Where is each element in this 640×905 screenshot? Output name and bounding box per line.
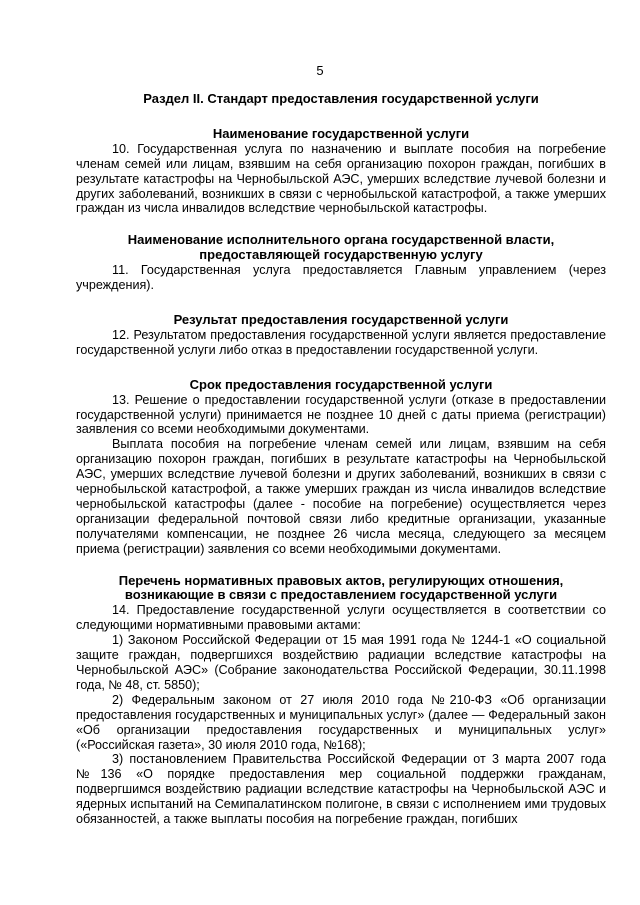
heading-executive-body: Наименование исполнительного органа государственной власти, предоставляющей государственную услугу <box>127 232 555 263</box>
heading-result: Результат предоставления государственной услуги <box>173 311 509 327</box>
heading-term: Срок предоставления государственной услуги <box>189 376 493 392</box>
paragraph-13: 13. Решение о предоставлении государственной услуги (отказе в предоставлении государственной услуги) принимается не позднее 10 дней с даты приема (регистрации) заявления со всеми необходимыми документами. <box>76 392 606 437</box>
paragraph-14: 14. Предоставление государственной услуги осуществляется в соответствии со следующими нормативными правовыми актами: <box>76 603 606 633</box>
legal-act-1: 1) Законом Российской Федерации от 15 мая 1991 года № 1244-1 «О социальной защите граждан, подвергшихся воздействию радиации вследствие катастрофы на Чернобыльской АЭС» (Собрание законодательства Российской Федерации, 30.11.1998 года, № 48, ст. 5850); <box>76 633 606 692</box>
heading-service-name: Наименование государственной услуги <box>212 125 470 141</box>
heading-legal-acts: Перечень нормативных правовых актов, регулирующих отношения, возникающие в связи с предоставлением государственной услуги <box>118 572 564 603</box>
paragraph-10: 10. Государственная услуга по назначению и выплате пособия на погребение членам семей или лицам, взявшим на себя организацию похорон граждан, погибших в результате катастрофы на Чернобыльской АЭС, умерших вследствие лучевой болезни и других заболеваний, возникших в связи с чернобыльской катастрофой, а также умерших граждан из числа инвалидов вследствие чернобыльской катастрофы. <box>76 141 606 216</box>
page-content <box>76 92 606 827</box>
section-title: Раздел II. Стандарт предоставления государственной услуги <box>143 91 539 106</box>
paragraph-13-payment: Выплата пособия на погребение членам семей или лицам, взявшим на себя организацию похорон граждан, погибших в результате катастрофы на Чернобыльской АЭС, умерших вследствие лучевой болезни и других заболеваний, возникших в связи с чернобыльской катастрофой, а также умерших граждан из числа инвалидов вследствие чернобыльской катастрофы (далее - пособие на погребение) осуществляется через организации федеральной почтовой связи либо кредитные организации, указанные получателями компенсации, не позднее 26 числа месяца, следующего за месяцем приема (регистрации) заявления со всеми необходимыми документами. <box>76 437 606 556</box>
paragraph-12: 12. Результатом предоставления государственной услуги является предоставление государственной услуги либо отказ в предоставлении государственной услуги. <box>76 327 606 357</box>
legal-act-2: 2) Федеральным законом от 27 июля 2010 года №210-ФЗ «Об организации предоставления государственных и муниципальных услуг» (далее — Федеральный закон «Об организации предоставления государственных и муниципальных услуг» («Российская газета», 30 июля 2010 года, №168); <box>76 692 606 752</box>
page-number: 5 <box>316 63 324 78</box>
paragraph-11: 11. Государственная услуга предоставляется Главным управлением (через учреждения). <box>76 263 606 293</box>
legal-act-3: 3) постановлением Правительства Российской Федерации от 3 марта 2007 года №136 «О порядке предоставления мер социальной поддержки гражданам, подвергшимся воздействию радиации вследствие катастрофы на Чернобыльской АЭС и ядерных испытаний на Семипалатинском полигоне, в связи с исполнением ими трудовых обязанностей, а также выплаты пособия на погребение граждан, погибших <box>76 752 606 827</box>
